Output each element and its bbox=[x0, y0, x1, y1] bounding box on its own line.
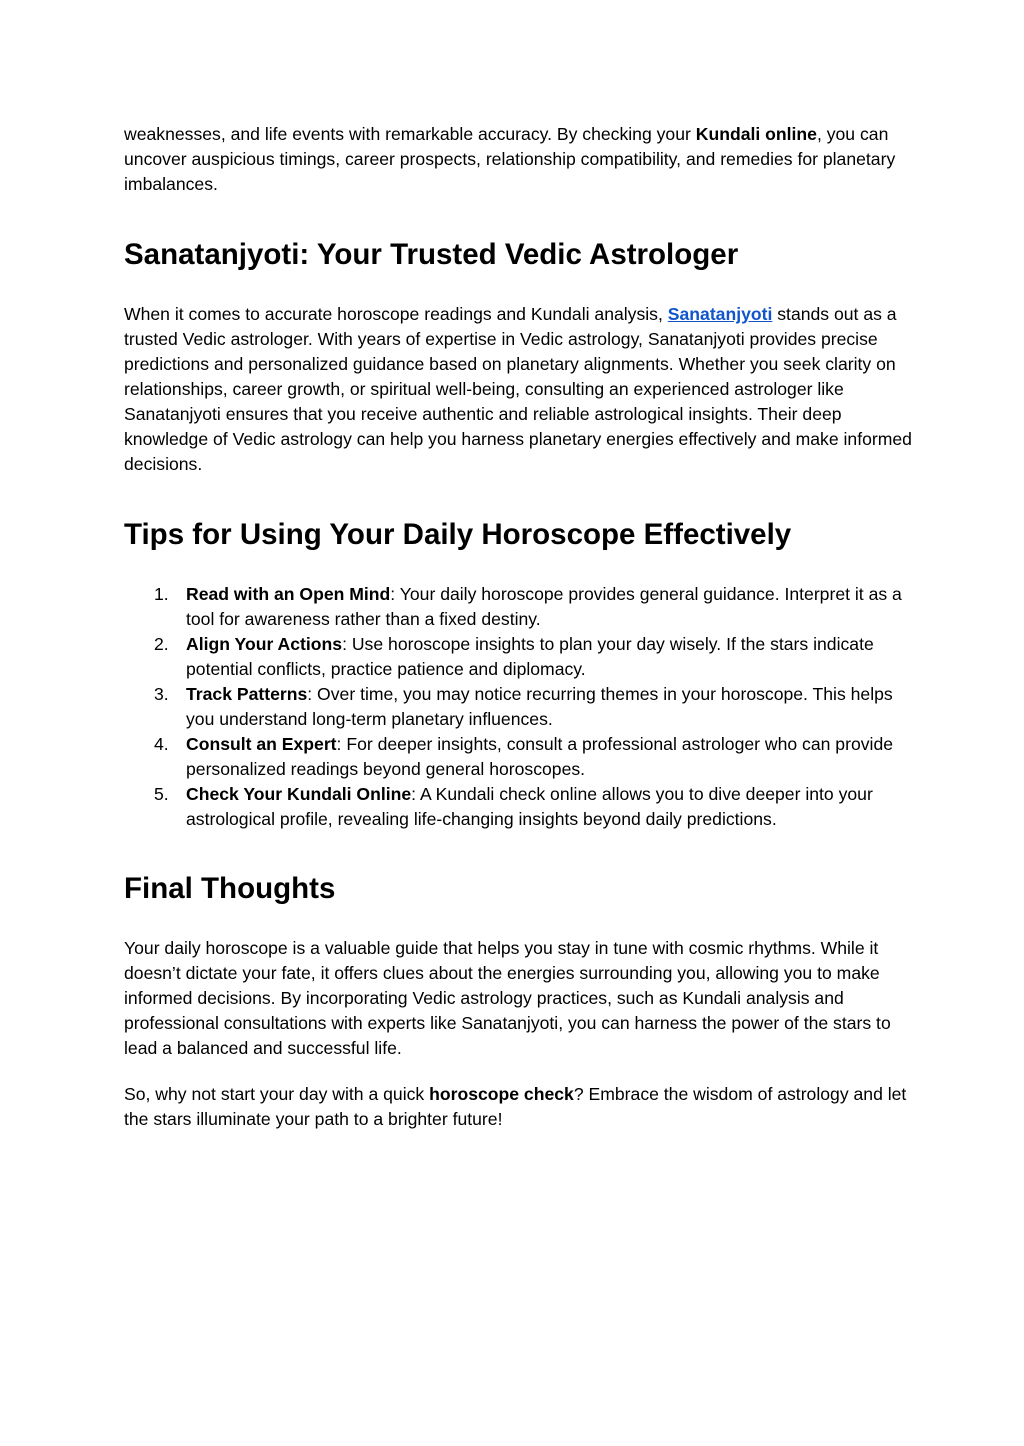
list-item bbox=[124, 582, 914, 632]
sanatanjyoti-link[interactable]: Sanatanjyoti bbox=[667, 304, 773, 324]
sanatanjyoti-paragraph bbox=[124, 302, 914, 477]
list-item-number: 1. bbox=[154, 584, 169, 604]
final-text-end: ? Embrace the wisdom of astrology and let the stars illuminate your path to a brighter future! bbox=[124, 1084, 907, 1129]
list-item-text: : Over time, you may notice recurring themes in your horoscope. This helps you understand long-term planetary influences. bbox=[186, 684, 893, 729]
list-item bbox=[124, 632, 914, 682]
intro-text-end: , you can uncover auspicious timings, career prospects, relationship compatibility, and remedies for planetary imbalances. bbox=[124, 124, 896, 194]
tips-list bbox=[124, 582, 914, 832]
list-item-title: Track Patterns bbox=[186, 684, 308, 704]
list-item-text: : Your daily horoscope provides general guidance. Interpret it as a tool for awareness rather than a fixed destiny. bbox=[186, 584, 902, 629]
section-heading-sanatanjyoti: Sanatanjyoti: Your Trusted Vedic Astrologer bbox=[124, 238, 739, 271]
list-item-number: 4. bbox=[154, 734, 169, 754]
list-item-text: : For deeper insights, consult a professional astrologer who can provide personalized readings beyond general horoscopes. bbox=[186, 734, 894, 779]
sanatanjyoti-text-start: When it comes to accurate horoscope readings and Kundali analysis, bbox=[124, 304, 668, 324]
final-thoughts-paragraph-2 bbox=[124, 1082, 914, 1132]
section-heading-tips: Tips for Using Your Daily Horoscope Effectively bbox=[124, 518, 792, 551]
list-item-text: : A Kundali check online allows you to dive deeper into your astrological profile, revealing life-changing insights beyond daily predictions. bbox=[186, 784, 873, 829]
final-thoughts-paragraph-1: Your daily horoscope is a valuable guide that helps you stay in tune with cosmic rhythms. While it doesn’t dictate your fate, it offers clues about the energies surrounding you, allowing you to make informed decisions. By incorporating Vedic astrology practices, such as Kundali analysis and professional consultations with experts like Sanatanjyoti, you can harness the power of the stars to lead a balanced and successful life. bbox=[124, 938, 891, 1058]
document-content bbox=[124, 122, 914, 1132]
intro-text-start: weaknesses, and life events with remarkable accuracy. By checking your bbox=[124, 124, 696, 144]
list-item bbox=[124, 682, 914, 732]
list-item-number: 5. bbox=[154, 784, 169, 804]
intro-paragraph bbox=[124, 122, 914, 197]
list-item-number: 3. bbox=[154, 684, 169, 704]
list-item-text: : Use horoscope insights to plan your day wisely. If the stars indicate potential conflicts, practice patience and diplomacy. bbox=[186, 634, 874, 679]
list-item-title: Check Your Kundali Online bbox=[186, 784, 412, 804]
intro-bold-kundali-online: Kundali online bbox=[695, 124, 817, 144]
section-heading-final-thoughts: Final Thoughts bbox=[124, 872, 336, 905]
final-bold-horoscope-check: horoscope check bbox=[429, 1084, 574, 1104]
list-item-title: Align Your Actions bbox=[186, 634, 343, 654]
list-item-title: Read with an Open Mind bbox=[186, 584, 391, 604]
list-item-title: Consult an Expert bbox=[186, 734, 337, 754]
sanatanjyoti-text-end: stands out as a trusted Vedic astrologer. With years of expertise in Vedic astrology, Sanatanjyoti provides precise predictions and personalized guidance based on planetary alignments. Whether you seek clarity on relationships, career growth, or spiritual well-being, consulting an experienced astrologer like Sanatanjyoti ensures that you receive authentic and reliable astrological insights. Their deep knowledge of Vedic astrology can help you harness planetary energies effectively and make informed decisions. bbox=[124, 304, 912, 474]
list-item bbox=[124, 732, 914, 782]
final-text-start: So, why not start your day with a quick bbox=[124, 1084, 430, 1104]
list-item bbox=[124, 782, 914, 832]
list-item-number: 2. bbox=[154, 634, 169, 654]
